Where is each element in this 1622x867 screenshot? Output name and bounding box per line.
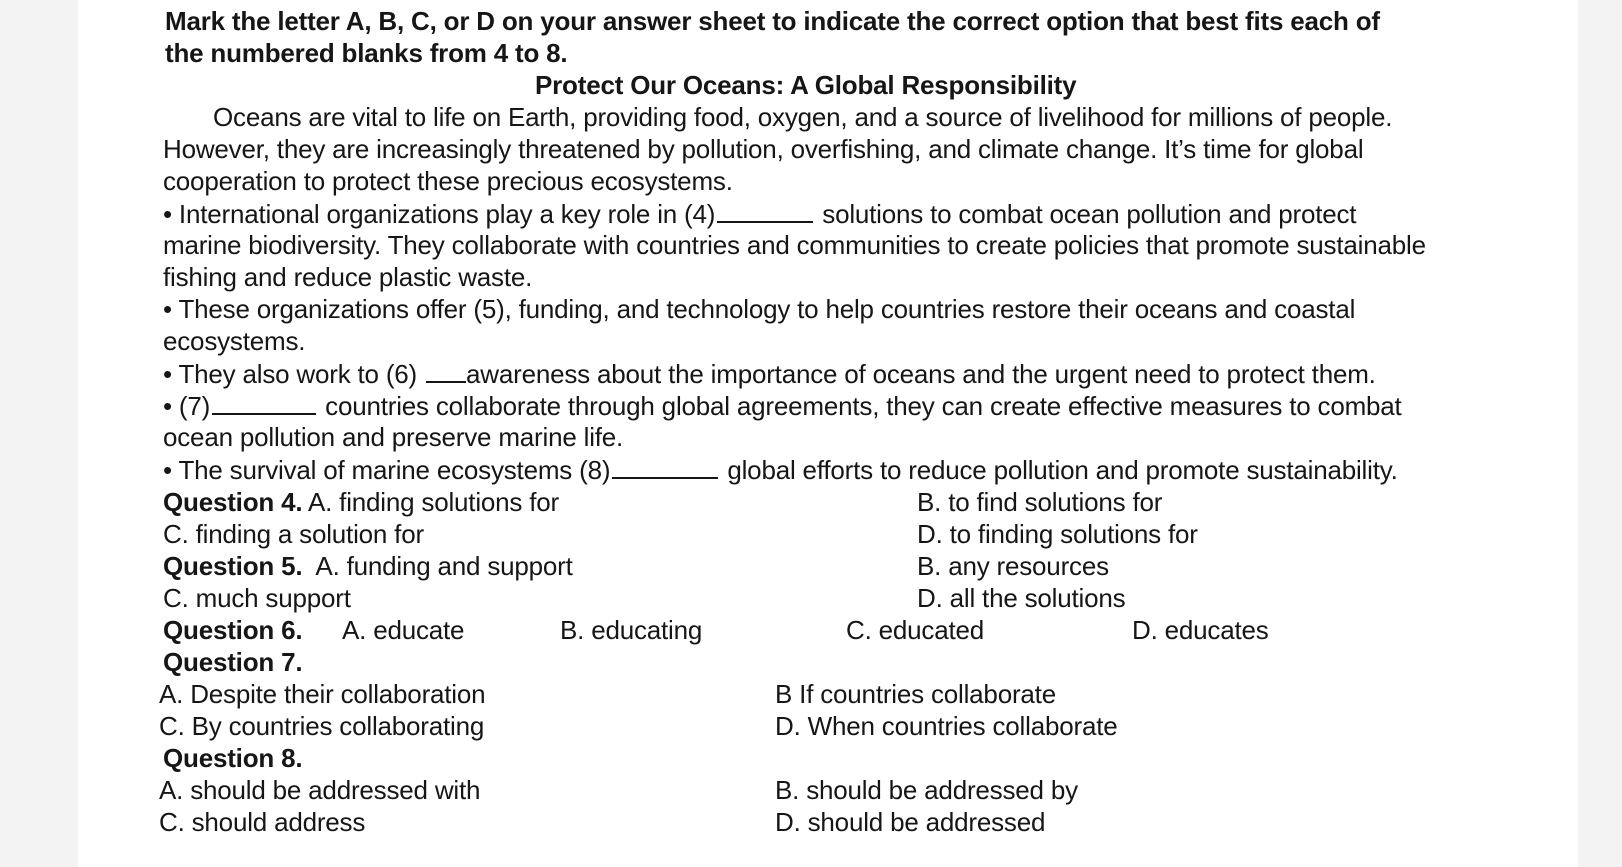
bullet-7-text-after: countries collaborate through global agreements, they can create effective measures to combat — [325, 391, 1402, 421]
instruction-line-1: Mark the letter A, B, C, or D on your answer sheet to indicate the correct option that best fits each of — [165, 6, 1380, 36]
paragraph-line: However, they are increasingly threatened by pollution, overfishing, and climate change. It’s time for global — [163, 134, 1364, 164]
bullet-5-line-2: ecosystems. — [163, 326, 306, 356]
question-4-label: Question 4. — [163, 487, 303, 517]
question-6-option-c[interactable]: C. educated — [846, 615, 985, 645]
question-5-option-a[interactable]: A. funding and support — [315, 551, 573, 581]
bullet-7-text-before: • (7) — [163, 391, 211, 421]
question-6-option-a[interactable]: A. educate — [342, 615, 465, 645]
question-6-option-b[interactable]: B. educating — [560, 615, 703, 645]
bullet-4-line-2: marine biodiversity. They collaborate with countries and communities to create policies that promote sustainable — [163, 230, 1426, 260]
bullet-4-line-1 — [163, 197, 1356, 230]
question-4-row-1 — [163, 486, 559, 518]
bullet-5-line-1: • These organizations offer (5), funding, and technology to help countries restore their oceans and coastal — [163, 294, 1356, 324]
blank-8[interactable] — [612, 453, 718, 479]
question-7-option-d[interactable]: D. When countries collaborate — [775, 711, 1118, 741]
paragraph-line: Oceans are vital to life on Earth, providing food, oxygen, and a source of livelihood for millions of people. — [213, 102, 1393, 132]
question-5-option-d[interactable]: D. all the solutions — [917, 583, 1126, 613]
blank-6[interactable] — [426, 357, 466, 383]
question-8-option-c[interactable]: C. should address — [159, 807, 366, 837]
question-4-option-c[interactable]: C. finding a solution for — [163, 519, 424, 549]
question-8-option-d[interactable]: D. should be addressed — [775, 807, 1046, 837]
question-6-label: Question 6. — [163, 615, 303, 645]
bullet-4-line-3: fishing and reduce plastic waste. — [163, 262, 533, 292]
bullet-6-text-before: • They also work to (6) — [163, 359, 418, 389]
question-7-option-b[interactable]: B If countries collaborate — [775, 679, 1056, 709]
question-5-label: Question 5. — [163, 551, 303, 581]
bullet-6-line — [163, 357, 1376, 390]
bullet-7-line-2: ocean pollution and preserve marine life. — [163, 422, 624, 452]
worksheet-page — [78, 0, 1578, 867]
bullet-8-text-after: global efforts to reduce pollution and promote sustainability. — [727, 455, 1398, 485]
bullet-4-text-after: solutions to combat ocean pollution and protect — [822, 199, 1357, 229]
bullet-4-text-before: • International organizations play a key role in (4) — [163, 199, 716, 229]
question-5-option-b[interactable]: B. any resources — [917, 551, 1109, 581]
passage-title: Protect Our Oceans: A Global Responsibility — [535, 70, 1077, 100]
question-7-label: Question 7. — [163, 647, 303, 677]
question-6-option-d[interactable]: D. educates — [1132, 615, 1269, 645]
question-7-option-c[interactable]: C. By countries collaborating — [159, 711, 485, 741]
bullet-8-text-before: • The survival of marine ecosystems (8) — [163, 455, 611, 485]
bullet-6-text-after: awareness about the importance of oceans and the urgent need to protect them. — [466, 359, 1376, 389]
bullet-8-line — [163, 453, 1398, 486]
question-8-option-a[interactable]: A. should be addressed with — [159, 775, 481, 805]
paragraph-line: cooperation to protect these precious ecosystems. — [163, 166, 733, 196]
instruction-line-2: the numbered blanks from 4 to 8. — [165, 38, 568, 68]
question-4-option-a[interactable]: A. finding solutions for — [307, 487, 559, 517]
question-4-option-d[interactable]: D. to finding solutions for — [917, 519, 1198, 549]
blank-7[interactable] — [212, 389, 316, 415]
blank-4[interactable] — [717, 197, 813, 223]
question-4-option-b[interactable]: B. to find solutions for — [917, 487, 1163, 517]
question-5-option-c[interactable]: C. much support — [163, 583, 351, 613]
question-7-option-a[interactable]: A. Despite their collaboration — [159, 679, 486, 709]
question-5-row-1 — [163, 550, 573, 582]
question-8-option-b[interactable]: B. should be addressed by — [775, 775, 1078, 805]
bullet-7-line-1 — [163, 389, 1402, 422]
question-8-label: Question 8. — [163, 743, 303, 773]
